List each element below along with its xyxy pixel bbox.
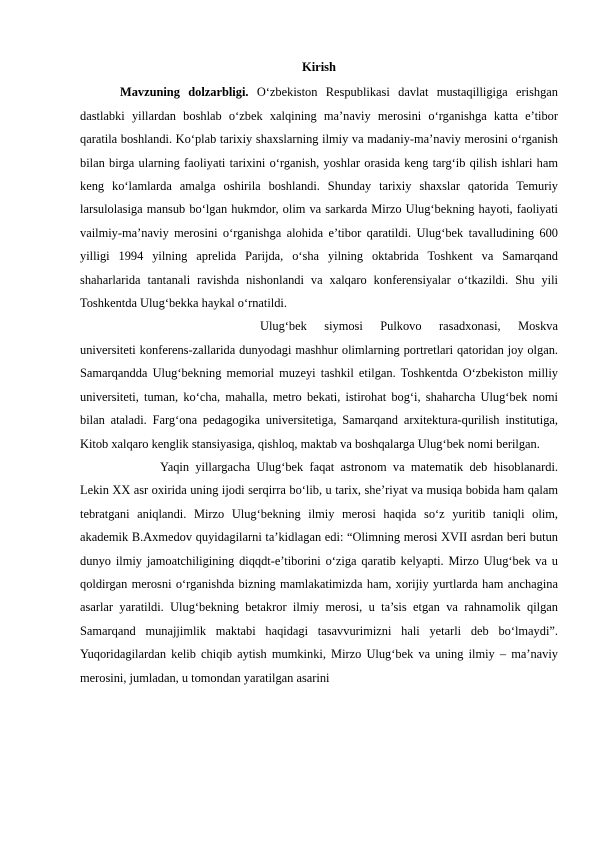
paragraph-1 xyxy=(80,81,558,315)
paragraph-3: Yaqin yillargacha Ulug‘bek faqat astronom va matematik deb hisoblanardi. Lekin XX asr oxirida uning ijodi serqirra bo‘lib, u tarix, she’riyat va musiqa bobida ham qalam tebratgani aniqlandi. Mirzo Ulug‘bekning ilmiy merosi haqida so‘z yuritib taniqli olim, akademik B.Axmedov quyidagilarni ta’kidlagan edi: “Olimning merosi XVII asrdan beri butun dunyo ilmiy jamoatchiligining diqqdt-e’tiborini o‘ziga qaratib kelyapti. Mirzo Ulug‘bek va u qoldirgan merosni o‘rganishda bizning mamlakatimizda ham, xorijiy yurtlarda ham anchagina asarlar yaratildi. Ulug‘bekning betakror ilmiy merosi, u ta’sis etgan va rahnamolik qilgan Samarqand munajjimlik maktabi haqidagi tasavvurimizni hali yetarli deb bo‘lmaydi”. Yuqoridagilardan kelib chiqib aytish mumkinki, Mirzo Ulug‘bek va uning ilmiy – ma’naviy merosini, jumladan, u tomondan yaratilgan asarini xyxy=(80,459,558,685)
page-title: Kirish xyxy=(301,60,337,74)
paragraph-2: Ulug‘bek siymosi Pulkovo rasadxonasi, Moskva universiteti konferens-zallarida dunyodagi mashhur olimlarning portretlari qatoridan joy olgan. Samarqandda Ulug‘bekning memorial muzeyi tashkil etilgan. Toshkentda O‘zbekiston milliy universiteti, tuman, ko‘cha, mahalla, metro bekati, istirohat bog‘i, shaharcha Ulug‘bek nomi bilan ataladi. Farg‘ona pedagogika universitetiga, Samarqand arxitektura-qurilish institutiga, Kitob xalqaro kenglik stansiyasiga, qishloq, maktab va boshqalarga Ulug‘bek nomi berilgan. xyxy=(80,319,558,451)
paragraph-1-text: O‘zbekiston Respublikasi davlat mustaqilligiga erishgan dastlabki yillardan boshlab o‘zbek xalqining ma’naviy merosini o‘rganishga katta e’tibor qaratila boshlandi. Ko‘plab tarixiy shaxslarning ilmiy va madaniy-ma’naviy merosini o‘rganish bilan birga ularning faoliyati tarixini o‘rganish, yoshlar orasida keng targ‘ib qilish ishlari ham keng ko‘lamlarda amalga oshirila boshlandi. Shunday tarixiy shaxslar qatorida Temuriy larsulolasiga mansub bo‘lgan hukmdor, olim va sarkarda Mirzo Ulug‘bekning hayoti, faoliyati vailmiy-ma’naviy merosini o‘rganishga alohida e’tibor qaratildi. Ulug‘bek tavalludining 600 yilligi 1994 yilning aprelida Parijda, o‘sha yilning oktabrida Toshkent va Samarqand shaharlarida tantanali ravishda nishonlandi va xalqaro konferensiyalar o‘tkazildi. Shu yili Toshkentda Ulug‘bekka haykal o‘rnatildi. xyxy=(80,85,559,311)
paragraph-1-lead: Mavzuning dolzarbligi. xyxy=(120,85,249,100)
